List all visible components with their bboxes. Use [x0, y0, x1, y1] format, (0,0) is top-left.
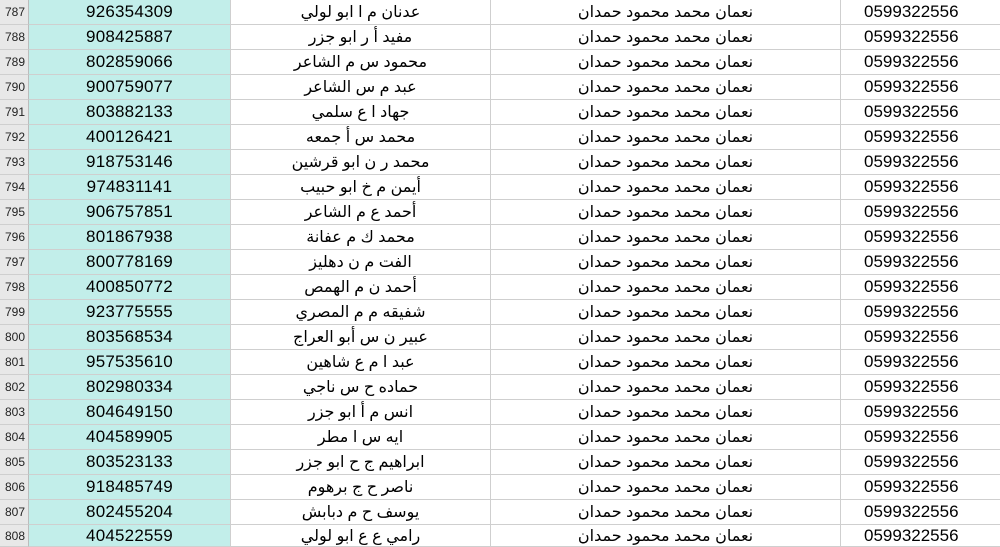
phone-cell[interactable]: 0599322556	[841, 325, 1000, 350]
id-cell[interactable]: 800778169	[29, 250, 231, 275]
phone-cell[interactable]: 0599322556	[841, 175, 1000, 200]
contact-cell[interactable]: نعمان محمد محمود حمدان	[491, 475, 841, 500]
row-header[interactable]: 803	[0, 400, 29, 425]
contact-cell[interactable]: نعمان محمد محمود حمدان	[491, 175, 841, 200]
contact-cell[interactable]: نعمان محمد محمود حمدان	[491, 25, 841, 50]
name-cell[interactable]: مفيد أ ر ابو جزر	[231, 25, 491, 50]
contact-cell[interactable]: نعمان محمد محمود حمدان	[491, 125, 841, 150]
id-cell[interactable]: 908425887	[29, 25, 231, 50]
phone-cell[interactable]: 0599322556	[841, 400, 1000, 425]
phone-cell[interactable]: 0599322556	[841, 25, 1000, 50]
contact-cell[interactable]: نعمان محمد محمود حمدان	[491, 200, 841, 225]
contact-cell[interactable]: نعمان محمد محمود حمدان	[491, 150, 841, 175]
row-header[interactable]: 798	[0, 275, 29, 300]
phone-cell[interactable]: 0599322556	[841, 0, 1000, 25]
table-row	[0, 200, 1000, 225]
id-cell[interactable]: 906757851	[29, 200, 231, 225]
row-header[interactable]: 794	[0, 175, 29, 200]
row-header[interactable]: 808	[0, 525, 29, 547]
table-row	[0, 150, 1000, 175]
name-cell[interactable]: شفيقه م م المصري	[231, 300, 491, 325]
row-header[interactable]: 804	[0, 425, 29, 450]
table-row	[0, 450, 1000, 475]
table-row	[0, 400, 1000, 425]
row-header[interactable]: 801	[0, 350, 29, 375]
table-row	[0, 175, 1000, 200]
name-cell[interactable]: حماده ح س ناجي	[231, 375, 491, 400]
id-cell[interactable]: 957535610	[29, 350, 231, 375]
row-header[interactable]: 806	[0, 475, 29, 500]
phone-cell[interactable]: 0599322556	[841, 375, 1000, 400]
contact-cell[interactable]: نعمان محمد محمود حمدان	[491, 325, 841, 350]
contact-cell[interactable]: نعمان محمد محمود حمدان	[491, 425, 841, 450]
row-header[interactable]: 796	[0, 225, 29, 250]
contact-cell[interactable]: نعمان محمد محمود حمدان	[491, 525, 841, 547]
table-row	[0, 375, 1000, 400]
phone-cell[interactable]: 0599322556	[841, 500, 1000, 525]
name-cell[interactable]: ايه س ا مطر	[231, 425, 491, 450]
table-row	[0, 25, 1000, 50]
row-header[interactable]: 799	[0, 300, 29, 325]
row-header[interactable]: 792	[0, 125, 29, 150]
row-header[interactable]: 793	[0, 150, 29, 175]
row-header[interactable]: 787	[0, 0, 29, 25]
id-cell[interactable]: 802859066	[29, 50, 231, 75]
phone-cell[interactable]: 0599322556	[841, 250, 1000, 275]
contact-cell[interactable]: نعمان محمد محمود حمدان	[491, 350, 841, 375]
name-cell[interactable]: انس م أ ابو جزر	[231, 400, 491, 425]
contact-cell[interactable]: نعمان محمد محمود حمدان	[491, 275, 841, 300]
name-cell[interactable]: ناصر ح ج برهوم	[231, 475, 491, 500]
id-cell[interactable]: 923775555	[29, 300, 231, 325]
name-cell[interactable]: يوسف ح م دبابش	[231, 500, 491, 525]
name-cell[interactable]: عبد ا م ع شاهين	[231, 350, 491, 375]
phone-cell[interactable]: 0599322556	[841, 425, 1000, 450]
table-row	[0, 275, 1000, 300]
id-cell[interactable]: 926354309	[29, 0, 231, 25]
contact-cell[interactable]: نعمان محمد محمود حمدان	[491, 75, 841, 100]
table-row	[0, 325, 1000, 350]
id-cell[interactable]: 918485749	[29, 475, 231, 500]
table-row	[0, 0, 1000, 25]
table-row	[0, 300, 1000, 325]
id-cell[interactable]: 974831141	[29, 175, 231, 200]
id-cell[interactable]: 918753146	[29, 150, 231, 175]
contact-cell[interactable]: نعمان محمد محمود حمدان	[491, 100, 841, 125]
id-cell[interactable]: 802980334	[29, 375, 231, 400]
id-cell[interactable]: 404522559	[29, 525, 231, 547]
phone-cell[interactable]: 0599322556	[841, 75, 1000, 100]
id-cell[interactable]: 801867938	[29, 225, 231, 250]
name-cell[interactable]: عبد م س الشاعر	[231, 75, 491, 100]
phone-cell[interactable]: 0599322556	[841, 475, 1000, 500]
table-row	[0, 100, 1000, 125]
row-header[interactable]: 807	[0, 500, 29, 525]
row-header[interactable]: 800	[0, 325, 29, 350]
id-cell[interactable]: 900759077	[29, 75, 231, 100]
phone-cell[interactable]: 0599322556	[841, 125, 1000, 150]
name-cell[interactable]: أحمد ن م الهمص	[231, 275, 491, 300]
contact-cell[interactable]: نعمان محمد محمود حمدان	[491, 400, 841, 425]
contact-cell[interactable]: نعمان محمد محمود حمدان	[491, 300, 841, 325]
contact-cell[interactable]: نعمان محمد محمود حمدان	[491, 450, 841, 475]
table-row	[0, 125, 1000, 150]
phone-cell[interactable]: 0599322556	[841, 350, 1000, 375]
table-row	[0, 75, 1000, 100]
id-cell[interactable]: 404589905	[29, 425, 231, 450]
table-row	[0, 475, 1000, 500]
row-header[interactable]: 788	[0, 25, 29, 50]
id-cell[interactable]: 400850772	[29, 275, 231, 300]
table-row	[0, 500, 1000, 525]
name-cell[interactable]: عبير ن س أبو العراج	[231, 325, 491, 350]
contact-cell[interactable]: نعمان محمد محمود حمدان	[491, 375, 841, 400]
phone-cell[interactable]: 0599322556	[841, 200, 1000, 225]
table-row	[0, 250, 1000, 275]
row-header[interactable]: 797	[0, 250, 29, 275]
name-cell[interactable]: رامي ع ع ابو لولي	[231, 525, 491, 547]
phone-cell[interactable]: 0599322556	[841, 50, 1000, 75]
contact-cell[interactable]: نعمان محمد محمود حمدان	[491, 500, 841, 525]
row-header[interactable]: 791	[0, 100, 29, 125]
table-row	[0, 225, 1000, 250]
name-cell[interactable]: محمود س م الشاعر	[231, 50, 491, 75]
id-cell[interactable]: 803523133	[29, 450, 231, 475]
id-cell[interactable]: 802455204	[29, 500, 231, 525]
table-row	[0, 50, 1000, 75]
name-cell[interactable]: محمد س أ جمعه	[231, 125, 491, 150]
table-row	[0, 425, 1000, 450]
name-cell[interactable]: أيمن م خ ابو حبيب	[231, 175, 491, 200]
phone-cell[interactable]: 0599322556	[841, 450, 1000, 475]
phone-cell[interactable]: 0599322556	[841, 150, 1000, 175]
contact-cell[interactable]: نعمان محمد محمود حمدان	[491, 0, 841, 25]
phone-cell[interactable]: 0599322556	[841, 100, 1000, 125]
id-cell[interactable]: 804649150	[29, 400, 231, 425]
row-header[interactable]: 805	[0, 450, 29, 475]
phone-cell[interactable]: 0599322556	[841, 225, 1000, 250]
row-header[interactable]: 789	[0, 50, 29, 75]
phone-cell[interactable]: 0599322556	[841, 275, 1000, 300]
contact-cell[interactable]: نعمان محمد محمود حمدان	[491, 250, 841, 275]
table-row	[0, 350, 1000, 375]
id-cell[interactable]: 400126421	[29, 125, 231, 150]
name-cell[interactable]: ابراهيم ج ح ابو جزر	[231, 450, 491, 475]
phone-cell[interactable]: 0599322556	[841, 300, 1000, 325]
name-cell[interactable]: محمد ر ن ابو قرشين	[231, 150, 491, 175]
name-cell[interactable]: أحمد ع م الشاعر	[231, 200, 491, 225]
phone-cell[interactable]: 0599322556	[841, 525, 1000, 547]
row-header[interactable]: 795	[0, 200, 29, 225]
id-cell[interactable]: 803882133	[29, 100, 231, 125]
name-cell[interactable]: جهاد ا ع سلمي	[231, 100, 491, 125]
row-header[interactable]: 790	[0, 75, 29, 100]
contact-cell[interactable]: نعمان محمد محمود حمدان	[491, 50, 841, 75]
row-header[interactable]: 802	[0, 375, 29, 400]
name-cell[interactable]: عدنان م ا ابو لولي	[231, 0, 491, 25]
contact-cell[interactable]: نعمان محمد محمود حمدان	[491, 225, 841, 250]
table-row	[0, 525, 1000, 547]
id-cell[interactable]: 803568534	[29, 325, 231, 350]
name-cell[interactable]: الفت م ن دهليز	[231, 250, 491, 275]
name-cell[interactable]: محمد ك م عفانة	[231, 225, 491, 250]
